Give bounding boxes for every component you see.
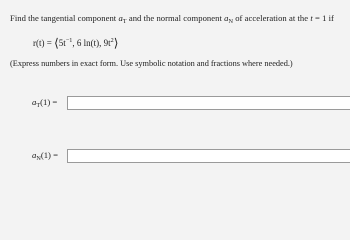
component-2-3: , 6 ln(t), 9t	[72, 38, 111, 48]
position-vector-equation	[33, 36, 118, 51]
aT-label-symbol: a	[32, 97, 37, 107]
aT-subscript: T	[122, 18, 127, 25]
question-prefix: Find the tangential component	[10, 13, 119, 23]
component-3-exponent: 2	[110, 37, 114, 44]
aN-subscript: N	[228, 18, 234, 25]
t-symbol: t	[310, 13, 313, 23]
aT-answer-input[interactable]	[67, 96, 350, 110]
question-middle: and the normal component	[126, 13, 225, 23]
question-suffix: = 1 if	[312, 13, 334, 23]
aT-label-arg: (1) =	[40, 97, 58, 107]
aN-label-subscript: N	[36, 155, 41, 162]
component-1: 5t	[58, 38, 66, 48]
aN-label-symbol: a	[32, 150, 37, 160]
question-text	[10, 13, 334, 25]
close-angle-bracket: ⟩	[113, 36, 119, 50]
question-acc-text: of acceleration at the	[233, 13, 311, 23]
open-angle-bracket: ⟨	[54, 36, 59, 50]
aT-answer-label	[32, 97, 57, 109]
component-1-exponent: −1	[65, 37, 73, 44]
aN-label-arg: (1) =	[40, 150, 59, 160]
aT-symbol: a	[118, 13, 123, 23]
aT-label-subscript: T	[36, 102, 41, 109]
aN-answer-label	[32, 150, 58, 162]
aN-answer-input[interactable]	[67, 149, 350, 163]
aN-symbol: a	[224, 13, 229, 23]
instruction-text: (Express numbers in exact form. Use symbolic notation and fractions where needed.)	[10, 59, 293, 68]
equation-lhs: r(t) =	[33, 38, 55, 48]
